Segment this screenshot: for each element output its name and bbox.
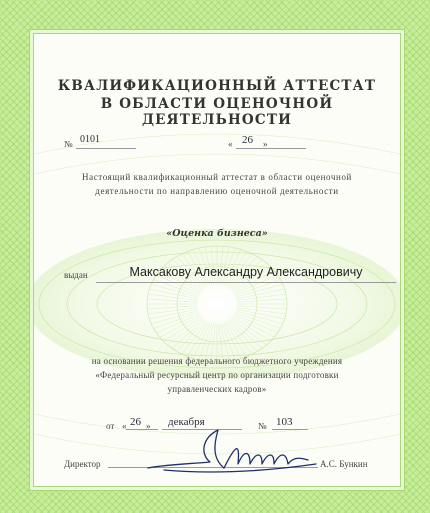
intro-line-1: Настоящий квалификационный аттестат в области оценочной [82,172,352,182]
director-label: Директор [64,459,101,469]
date-day: 26 [130,416,141,428]
title-line-1: КВАЛИФИКАЦИОННЫЙ АТТЕСТАТ [57,78,377,94]
specialization: «Оценка бизнеса» [166,228,268,239]
director-name: А.С. Бункин [320,459,368,469]
intro-line-2: деятельности по направлению оценочной деятельности [95,186,339,196]
holder-name: Максакову Александру Александровичу [129,265,363,279]
basis-line-2: «Федеральный ресурсный центр по организации подготовки [95,370,339,380]
certificate-number: 0101 [80,134,100,145]
date-from-label: от [106,421,115,431]
year-quote-open: « [228,139,233,149]
date-quote-open: « [122,421,127,431]
basis-line-3: управленческих кадров» [167,384,267,394]
title-line-2: В ОБЛАСТИ ОЦЕНОЧНОЙ ДЕЯТЕЛЬНОСТИ [100,96,334,128]
director-signature [140,424,330,484]
number-underline [76,148,136,149]
issued-label: выдан [64,270,88,280]
year-quote-close: » [263,139,268,149]
date-month: декабря [168,416,205,428]
date-quote-close: » [146,421,151,431]
year-underline [236,148,306,149]
decision-number: 103 [276,416,293,428]
number-label: № [64,139,73,149]
basis-line-1: на основании решения федерального бюджетного учреждения [91,356,343,366]
year-value: 26 [242,134,253,146]
decision-number-label: № [258,421,267,431]
holder-underline [96,282,396,283]
